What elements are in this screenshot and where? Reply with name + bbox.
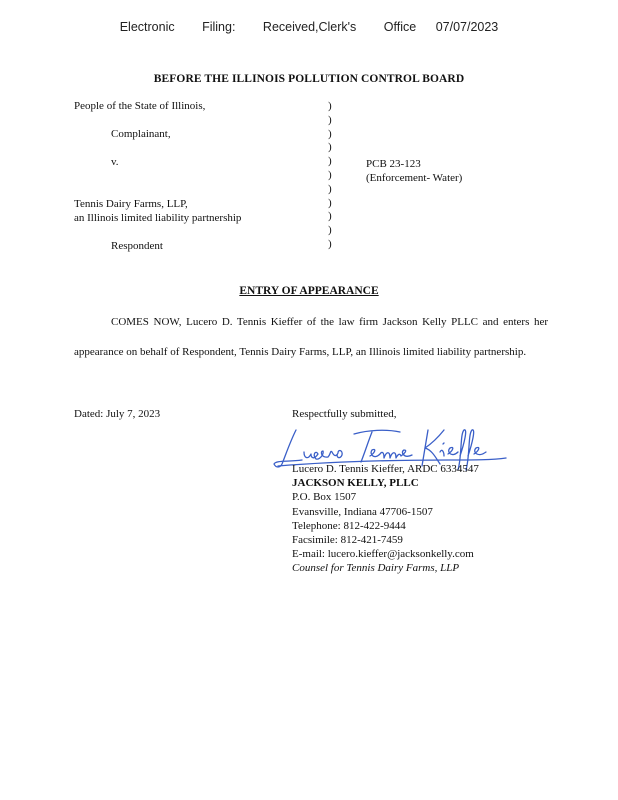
entry-heading: ENTRY OF APPEARANCE — [239, 285, 379, 297]
attorney-name: Lucero D. Tennis Kieffer, ARDC 6334547 — [292, 463, 479, 475]
caption-paren: ) — [328, 168, 332, 181]
case-type: (Enforcement- Water) — [366, 172, 463, 184]
caption-paren: ) — [328, 113, 332, 126]
caption-paren: ) — [328, 224, 332, 237]
facsimile: Facsimile: 812-421-7459 — [292, 534, 403, 547]
dated-line: Dated: July 7, 2023 — [74, 408, 161, 420]
caption-paren: ) — [328, 127, 332, 140]
caption-paren: ) — [328, 182, 332, 195]
defendant-name: Tennis Dairy Farms, LLP, — [74, 198, 188, 210]
stamp-electronic: Electronic — [119, 20, 175, 34]
plaintiff-role: Complainant, — [111, 128, 171, 140]
stamp-received: Received,Clerk's — [262, 20, 357, 34]
caption-paren: ) — [328, 196, 332, 209]
closing-line: Respectfully submitted, — [292, 408, 397, 420]
caption-paren-column — [328, 100, 332, 252]
caption-paren: ) — [328, 100, 332, 112]
case-number: PCB 23-123 — [366, 158, 421, 170]
caption-paren: ) — [328, 237, 332, 250]
email: E-mail: lucero.kieffer@jacksonkelly.com — [292, 548, 474, 561]
appearance-paragraph: COMES NOW, Lucero D. Tennis Kieffer of the law firm Jackson Kelly PLLC and enters her appearance on behalf of Respondent, Tennis Dairy Farms, LLP, an Illinois limited liability partnership. — [74, 316, 548, 358]
city-state-zip: Evansville, Indiana 47706-1507 — [292, 505, 433, 518]
firm-name: JACKSON KELLY, PLLC — [292, 477, 419, 490]
counsel-for: Counsel for Tennis Dairy Farms, LLP — [292, 562, 460, 575]
board-title: BEFORE THE ILLINOIS POLLUTION CONTROL BOARD — [153, 73, 465, 85]
plaintiff-name: People of the State of Illinois, — [74, 100, 206, 112]
telephone: Telephone: 812-422-9444 — [292, 519, 406, 532]
caption-paren: ) — [328, 155, 332, 168]
caption-paren: ) — [328, 210, 332, 223]
case-caption — [0, 100, 618, 260]
signature-block — [292, 462, 479, 576]
caption-paren: ) — [328, 141, 332, 154]
defendant-description: an Illinois limited liability partnership — [74, 212, 242, 224]
stamp-office: Office — [383, 20, 417, 34]
po-box: P.O. Box 1507 — [292, 491, 357, 504]
stamp-date: 07/07/2023 — [435, 20, 499, 34]
stamp-filing: Filing: — [202, 20, 236, 34]
defendant-role: Respondent — [111, 240, 163, 252]
versus-label: v. — [111, 156, 119, 168]
filing-stamp — [0, 20, 618, 34]
